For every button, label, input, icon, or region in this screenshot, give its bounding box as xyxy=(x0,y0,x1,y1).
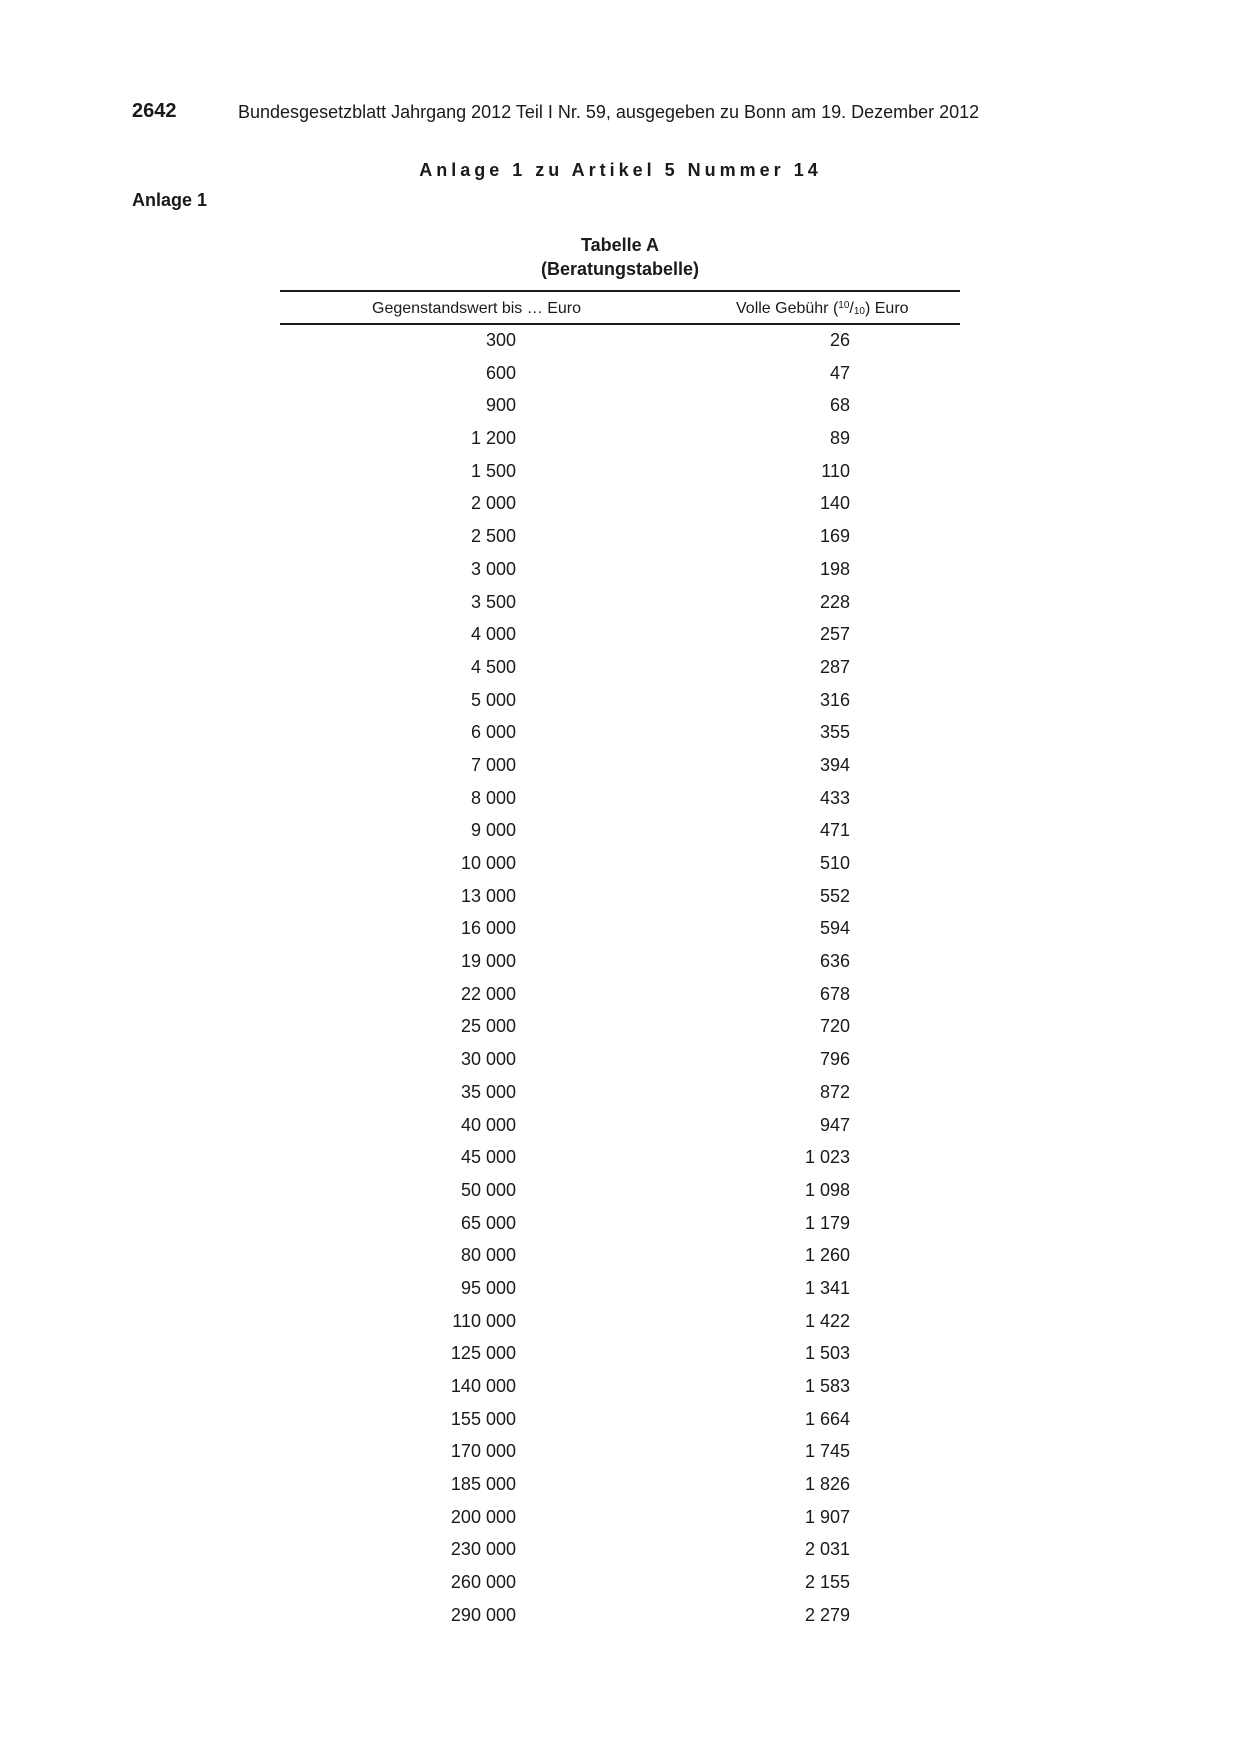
cell-volle-gebuehr: 2 155 xyxy=(804,1572,850,1593)
cell-volle-gebuehr: 47 xyxy=(829,362,850,383)
table-row xyxy=(280,848,960,881)
cell-gegenstandswert: 8 000 xyxy=(470,787,516,808)
table-body xyxy=(280,325,960,1633)
cell-gegenstandswert: 65 000 xyxy=(460,1212,516,1233)
fee-table xyxy=(280,290,960,1633)
cell-volle-gebuehr: 1 098 xyxy=(804,1179,850,1200)
cell-gegenstandswert: 1 500 xyxy=(470,460,516,481)
table-row xyxy=(280,979,960,1012)
table-row xyxy=(280,1600,960,1633)
cell-gegenstandswert: 22 000 xyxy=(460,983,516,1004)
cell-volle-gebuehr: 1 503 xyxy=(804,1343,850,1364)
cell-gegenstandswert: 260 000 xyxy=(450,1572,516,1593)
anlage-heading: Anlage 1 zu Artikel 5 Nummer 14 xyxy=(419,160,822,180)
cell-volle-gebuehr: 394 xyxy=(819,754,850,775)
table-row xyxy=(280,1436,960,1469)
cell-volle-gebuehr: 636 xyxy=(819,951,850,972)
cell-gegenstandswert: 25 000 xyxy=(460,1016,516,1037)
cell-volle-gebuehr: 1 179 xyxy=(804,1212,850,1233)
cell-volle-gebuehr: 594 xyxy=(819,918,850,939)
cell-gegenstandswert: 16 000 xyxy=(460,918,516,939)
table-subtitle: (Beratungstabelle) xyxy=(540,259,700,279)
table-row xyxy=(280,488,960,521)
cell-volle-gebuehr: 1 745 xyxy=(804,1441,850,1462)
table-row xyxy=(280,554,960,587)
table-row xyxy=(280,456,960,489)
table-row xyxy=(280,325,960,358)
cell-gegenstandswert: 600 xyxy=(485,362,516,383)
column-header-gegenstandswert: Gegenstandswert bis … Euro xyxy=(372,300,581,317)
cell-gegenstandswert: 4 000 xyxy=(470,624,516,645)
cell-gegenstandswert: 30 000 xyxy=(460,1049,516,1070)
fraction-slash: / xyxy=(849,300,854,317)
cell-volle-gebuehr: 433 xyxy=(819,787,850,808)
table-row xyxy=(280,423,960,456)
cell-gegenstandswert: 185 000 xyxy=(450,1474,516,1495)
cell-volle-gebuehr: 287 xyxy=(819,656,850,677)
column-header-prefix: Volle Gebühr ( xyxy=(736,300,839,317)
table-row xyxy=(280,1011,960,1044)
cell-gegenstandswert: 900 xyxy=(485,395,516,416)
table-row xyxy=(280,1502,960,1535)
cell-gegenstandswert: 2 500 xyxy=(470,526,516,547)
table-row xyxy=(280,1110,960,1143)
cell-gegenstandswert: 95 000 xyxy=(460,1277,516,1298)
cell-volle-gebuehr: 26 xyxy=(829,330,850,350)
table-row xyxy=(280,1567,960,1600)
cell-volle-gebuehr: 1 583 xyxy=(804,1376,850,1396)
table-row xyxy=(280,913,960,946)
cell-volle-gebuehr: 1 422 xyxy=(804,1310,850,1331)
cell-gegenstandswert: 170 000 xyxy=(450,1441,516,1462)
table-row xyxy=(280,619,960,652)
table-row xyxy=(280,1044,960,1077)
cell-volle-gebuehr: 471 xyxy=(819,820,850,841)
cell-volle-gebuehr: 510 xyxy=(819,853,850,873)
fraction-numerator: 10 xyxy=(838,300,850,311)
cell-volle-gebuehr: 1 260 xyxy=(804,1245,850,1266)
cell-gegenstandswert: 125 000 xyxy=(450,1343,516,1364)
table-row xyxy=(280,1273,960,1306)
cell-gegenstandswert: 35 000 xyxy=(460,1081,516,1102)
table-row xyxy=(280,390,960,423)
cell-gegenstandswert: 6 000 xyxy=(470,722,516,743)
cell-volle-gebuehr: 552 xyxy=(819,885,850,906)
cell-gegenstandswert: 19 000 xyxy=(460,951,516,972)
cell-gegenstandswert: 110 000 xyxy=(452,1310,516,1331)
table-title: Tabelle A xyxy=(580,235,660,255)
page-number: 2642 xyxy=(132,100,177,122)
table-row xyxy=(280,1371,960,1404)
cell-gegenstandswert: 155 000 xyxy=(450,1408,516,1429)
table-row xyxy=(280,652,960,685)
table-row xyxy=(280,1240,960,1273)
cell-volle-gebuehr: 1 907 xyxy=(804,1506,850,1527)
cell-gegenstandswert: 3 500 xyxy=(470,591,516,612)
table-title-block xyxy=(280,233,960,281)
table-row xyxy=(280,1404,960,1437)
table-row xyxy=(280,1175,960,1208)
table-row xyxy=(280,358,960,391)
table-row xyxy=(280,815,960,848)
table-row xyxy=(280,783,960,816)
table-row xyxy=(280,1306,960,1339)
cell-volle-gebuehr: 1 023 xyxy=(804,1147,850,1168)
cell-volle-gebuehr: 140 xyxy=(819,493,850,514)
table-row xyxy=(280,1142,960,1175)
cell-volle-gebuehr: 2 279 xyxy=(804,1604,850,1625)
cell-gegenstandswert: 4 500 xyxy=(470,656,516,677)
table-row xyxy=(280,1469,960,1502)
table-row xyxy=(280,946,960,979)
cell-gegenstandswert: 10 000 xyxy=(460,853,516,873)
cell-volle-gebuehr: 110 xyxy=(821,460,850,481)
cell-volle-gebuehr: 169 xyxy=(819,526,850,547)
cell-gegenstandswert: 2 000 xyxy=(470,493,516,514)
cell-volle-gebuehr: 947 xyxy=(819,1114,850,1135)
table-row xyxy=(280,521,960,554)
table-header-row xyxy=(280,290,960,325)
table-row xyxy=(280,881,960,914)
table-row xyxy=(280,587,960,620)
cell-volle-gebuehr: 1 826 xyxy=(804,1474,850,1495)
cell-gegenstandswert: 5 000 xyxy=(470,689,516,710)
cell-gegenstandswert: 200 000 xyxy=(450,1506,516,1527)
table-row xyxy=(280,1208,960,1241)
fraction-denominator: 10 xyxy=(853,306,865,317)
cell-volle-gebuehr: 257 xyxy=(819,624,850,645)
table-row xyxy=(280,1077,960,1110)
cell-gegenstandswert: 80 000 xyxy=(460,1245,516,1266)
cell-gegenstandswert: 9 000 xyxy=(470,820,516,841)
cell-gegenstandswert: 230 000 xyxy=(450,1539,516,1560)
cell-volle-gebuehr: 198 xyxy=(819,558,850,579)
cell-volle-gebuehr: 720 xyxy=(819,1016,850,1037)
cell-volle-gebuehr: 1 664 xyxy=(804,1408,850,1429)
table-row xyxy=(280,1338,960,1371)
column-header-volle-gebuehr xyxy=(736,300,909,318)
table-row xyxy=(280,685,960,718)
table-row xyxy=(280,717,960,750)
cell-volle-gebuehr: 89 xyxy=(829,428,850,449)
cell-gegenstandswert: 290 000 xyxy=(450,1604,516,1625)
cell-gegenstandswert: 140 000 xyxy=(450,1376,516,1396)
cell-gegenstandswert: 1 200 xyxy=(470,428,516,449)
cell-volle-gebuehr: 796 xyxy=(819,1049,850,1070)
cell-volle-gebuehr: 355 xyxy=(819,722,850,743)
cell-gegenstandswert: 13 000 xyxy=(460,885,516,906)
cell-gegenstandswert: 7 000 xyxy=(470,754,516,775)
cell-gegenstandswert: 300 xyxy=(485,330,516,350)
anlage-label: Anlage 1 xyxy=(132,190,208,210)
cell-volle-gebuehr: 678 xyxy=(819,983,850,1004)
cell-gegenstandswert: 45 000 xyxy=(460,1147,516,1168)
cell-volle-gebuehr: 68 xyxy=(829,395,850,416)
cell-gegenstandswert: 3 000 xyxy=(470,558,516,579)
cell-volle-gebuehr: 872 xyxy=(819,1081,850,1102)
running-header: Bundesgesetzblatt Jahrgang 2012 Teil I Nr. 59, ausgegeben zu Bonn am 19. Dezember 2012 xyxy=(238,102,980,122)
column-header-suffix: ) Euro xyxy=(864,300,909,317)
cell-volle-gebuehr: 1 341 xyxy=(804,1277,850,1298)
cell-gegenstandswert: 50 000 xyxy=(460,1179,516,1200)
cell-volle-gebuehr: 316 xyxy=(819,689,850,710)
cell-volle-gebuehr: 2 031 xyxy=(804,1539,850,1560)
table-row xyxy=(280,750,960,783)
table-row xyxy=(280,1534,960,1567)
cell-volle-gebuehr: 228 xyxy=(819,591,850,612)
cell-gegenstandswert: 40 000 xyxy=(460,1114,516,1135)
